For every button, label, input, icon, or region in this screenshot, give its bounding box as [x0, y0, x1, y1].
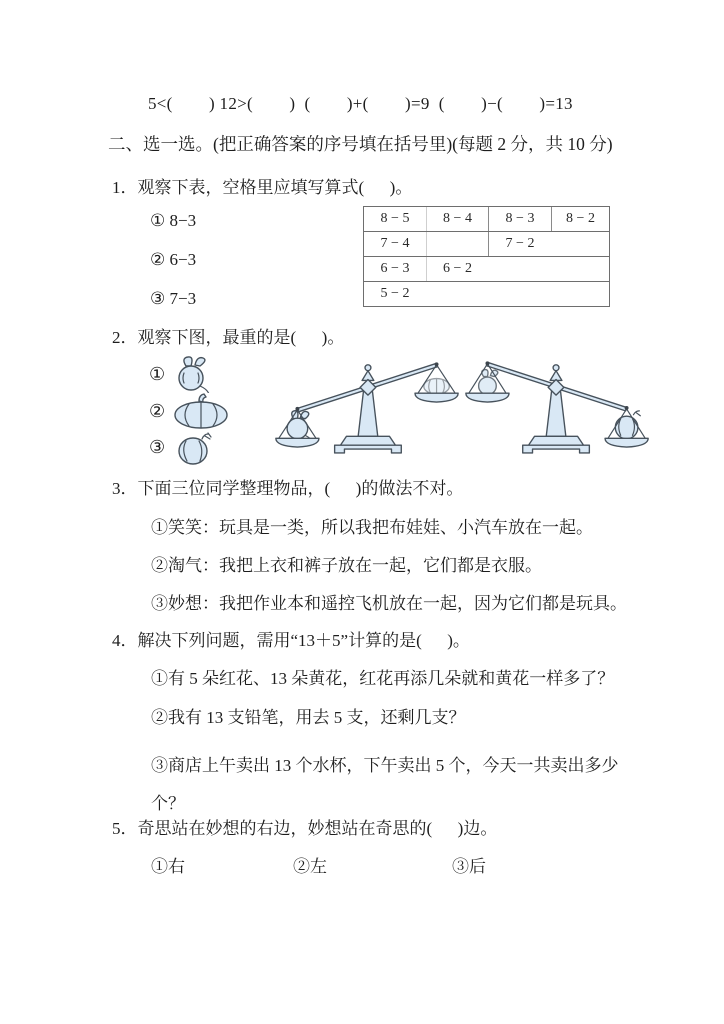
table-row	[363, 206, 610, 232]
question-2-stem: 2．观察下图，最重的是( )。	[112, 328, 345, 347]
pumpkin-on-pan	[424, 379, 449, 395]
table-row	[363, 231, 610, 257]
subtraction-table	[363, 207, 610, 307]
question-4-option-3: ③商店上午卖出 13 个水杯，下午卖出 5 个，今天一共卖出多少个？	[151, 756, 619, 813]
table-cell: 8 − 4	[426, 207, 488, 231]
table-cell: 5 − 2	[380, 286, 410, 301]
table-cell: 8 − 2	[551, 207, 609, 231]
pumpkin-icon	[172, 392, 230, 430]
radish-icon	[172, 355, 214, 393]
table-cell: 8 − 3	[488, 207, 551, 231]
table-cell: 7 − 2	[488, 232, 551, 256]
table-cell: 7 − 4	[380, 236, 410, 251]
table-cell: 6 − 2	[426, 257, 488, 281]
question-1-option-2: ② 6−3	[150, 250, 197, 269]
question-4-stem: 4．解决下列问题，需用“13＋5”计算的是( )。	[112, 631, 470, 650]
question-4-option-1: ①有 5 朵红花、13 朵黄花，红花再添几朵就和黄花一样多了？	[151, 669, 615, 688]
gourd-icon	[172, 428, 218, 466]
table-row	[363, 281, 610, 307]
option-number: ①	[149, 364, 166, 384]
question-1-option-3: ③ 7−3	[150, 289, 197, 308]
table-row	[363, 256, 610, 282]
question-3-option-3: ③妙想：我把作业本和遥控飞机放在一起，因为它们都是玩具。	[151, 594, 627, 613]
table-cell: 8 − 5	[380, 211, 410, 226]
balance-scale-2	[460, 346, 656, 461]
question-2-option-3	[149, 429, 218, 465]
question-5-option-2: ②左	[293, 857, 327, 876]
question-3-option-1: ①笑笑：玩具是一类，所以我把布娃娃、小汽车放在一起。	[151, 518, 593, 537]
option-number: ③	[149, 437, 166, 457]
fill-in-equation-line: 5<( ) 12>( ) ( )+( )=9 ( )−( )=13	[148, 94, 573, 113]
question-4-option-2: ②我有 13 支铅笔，用去 5 支，还剩几支？	[151, 708, 466, 727]
section-title: 二、选一选。(把正确答案的序号填在括号里)(每题 2 分，共 10 分)	[108, 134, 613, 154]
balance-scale-1	[268, 346, 464, 461]
question-3-option-2: ②淘气：我把上衣和裤子放在一起，它们都是衣服。	[151, 556, 542, 575]
question-2-option-1	[149, 356, 214, 392]
table-cell: 6 − 3	[380, 261, 410, 276]
question-3-stem: 3．下面三位同学整理物品，( )的做法不对。	[112, 479, 464, 498]
option-number: ②	[149, 401, 166, 421]
question-1-stem: 1．观察下表，空格里应填写算式( )。	[112, 178, 413, 197]
question-1-option-1: ① 8−3	[150, 211, 197, 230]
question-5-option-1: ①右	[151, 857, 185, 876]
question-2-option-2	[149, 393, 230, 429]
table-cell-blank	[426, 232, 488, 256]
question-5-option-3: ③后	[452, 857, 486, 876]
radish-on-pan	[287, 411, 313, 442]
question-5-stem: 5．奇思站在妙想的右边，妙想站在奇思的( )边。	[112, 819, 498, 838]
